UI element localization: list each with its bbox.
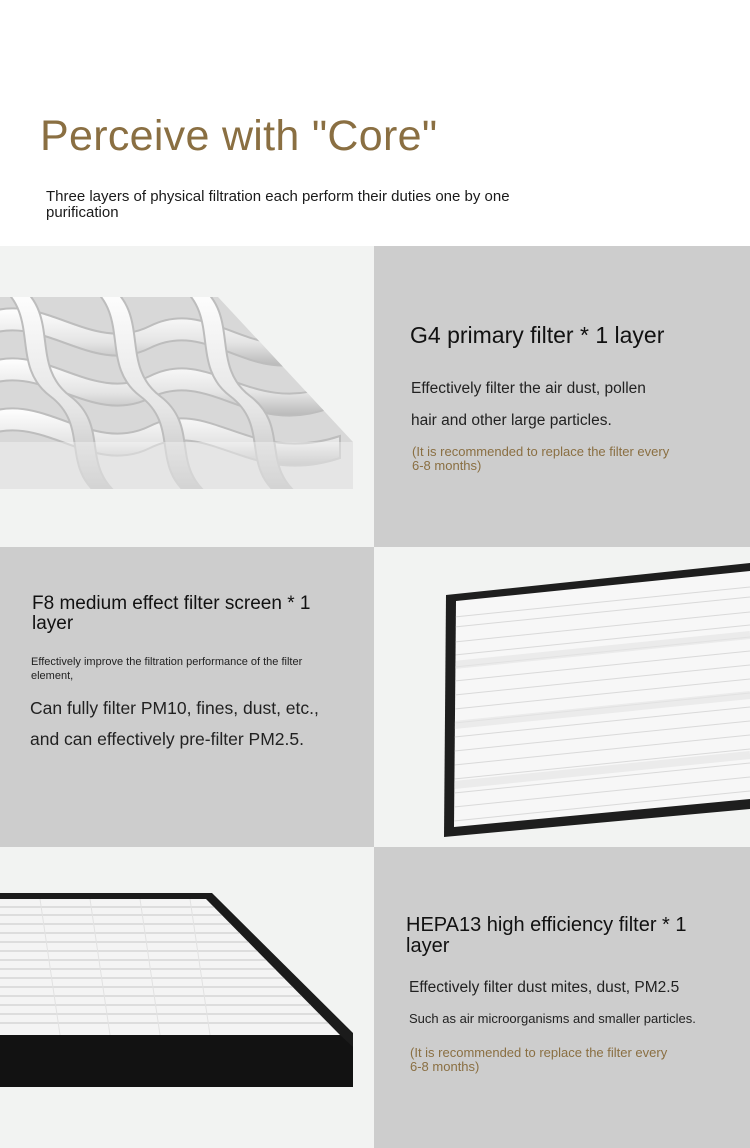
g4-image-panel bbox=[0, 246, 374, 547]
page-subtitle: Three layers of physical filtration each perform their duties one by one purification bbox=[46, 188, 510, 221]
f8-small-description: Effectively improve the filtration performance of the filter element, bbox=[31, 656, 303, 682]
header-section bbox=[0, 0, 750, 246]
g4-replacement-note: (It is recommended to replace the filter every 6-8 months) bbox=[412, 444, 670, 473]
f8-filter-title: F8 medium effect filter screen * 1 layer bbox=[32, 593, 311, 634]
g4-woven-fiber-image bbox=[0, 246, 374, 547]
g4-description-line1: Effectively filter the air dust, pollen bbox=[411, 380, 646, 397]
hepa-image-panel bbox=[0, 847, 374, 1148]
f8-image-panel bbox=[374, 547, 750, 847]
f8-description-line1: Can fully filter PM10, fines, dust, etc., bbox=[30, 698, 319, 718]
f8-description-line2: and can effectively pre-filter PM2.5. bbox=[30, 729, 304, 749]
f8-info-panel bbox=[0, 547, 374, 847]
f8-pleated-filter-image bbox=[374, 547, 750, 847]
hepa-pleated-filter-image bbox=[0, 847, 374, 1148]
hepa-filter-title: HEPA13 high efficiency filter * 1 layer bbox=[406, 914, 687, 957]
g4-filter-title: G4 primary filter * 1 layer bbox=[410, 322, 665, 348]
page-title: Perceive with "Core" bbox=[40, 112, 438, 160]
g4-info-panel bbox=[374, 246, 750, 547]
hepa-info-panel bbox=[374, 847, 750, 1148]
hepa-replacement-note: (It is recommended to replace the filter every 6-8 months) bbox=[410, 1045, 668, 1074]
hepa-description-line1: Effectively filter dust mites, dust, PM2.5 bbox=[409, 979, 680, 996]
hepa-description-line2: Such as air microorganisms and smaller particles. bbox=[409, 1011, 696, 1026]
g4-description-line2: hair and other large particles. bbox=[411, 412, 612, 429]
